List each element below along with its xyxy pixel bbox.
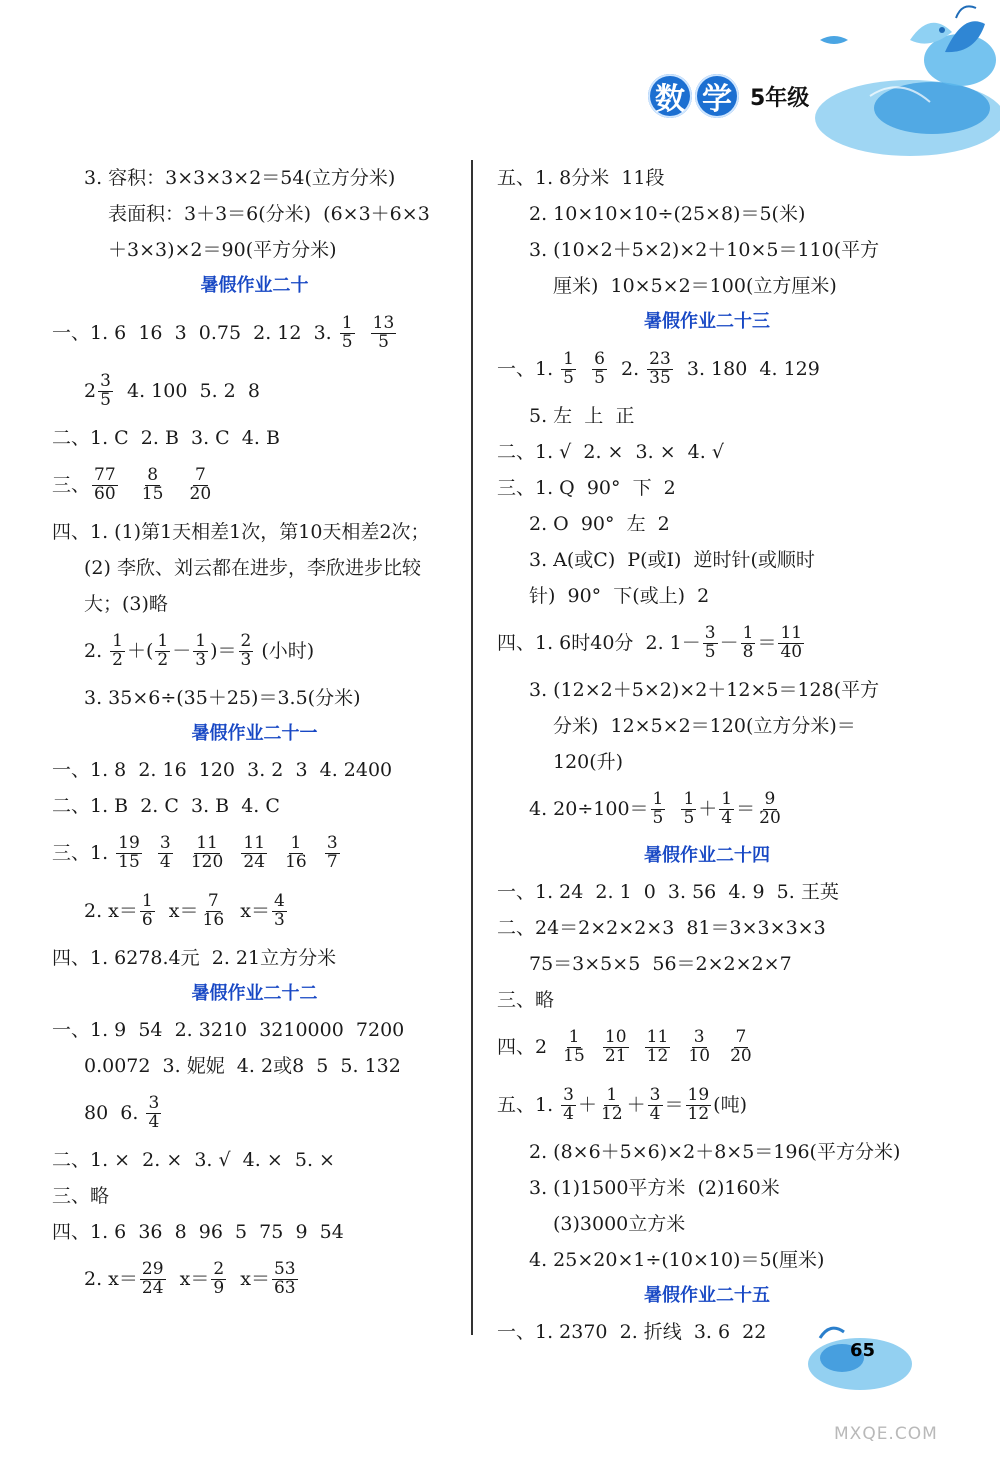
answer-line [52,882,457,940]
answer-line [497,946,917,982]
answer-text: 0.0072 3. 妮妮 4. 2或8 5 5. 132 [84,1054,401,1077]
answer-text: 五、1. 8分米 11段 [497,166,665,189]
answer-text: 三、 [52,473,91,496]
watermark: MXQE.COM [834,1424,938,1444]
fraction-denominator: 5 [683,807,695,828]
fraction-numerator: 13 [372,312,395,333]
answer-line [497,196,917,232]
answer-text: 暑假作业二十一 [191,723,318,744]
subject-char: 学 [695,74,739,118]
fraction-denominator: 2 [112,649,123,670]
fraction-denominator: 3 [195,649,207,670]
fraction [211,1258,226,1298]
fraction-denominator: 4 [649,1103,661,1124]
fraction [603,1026,629,1066]
column-divider [471,160,473,1335]
answer-line [52,1142,457,1178]
answer-text [357,324,369,343]
fraction-denominator: 5 [704,641,716,662]
answer-text: 3. A(或C) P(或I) 逆时针(或顺时 [529,548,815,571]
answer-line [497,1242,917,1278]
answer-text: ＋ [578,1093,598,1116]
fraction-denominator: 6 [141,909,153,930]
answer-text: 2. [84,639,109,662]
fraction-denominator: 60 [94,483,116,504]
answer-line [497,982,917,1018]
fraction-denominator: 12 [687,1103,710,1124]
fraction-numerator: 11 [243,832,266,853]
fraction [272,1258,298,1298]
answer-text: 80 6. [84,1101,145,1124]
fraction [272,890,287,930]
answer-line [497,910,917,946]
answer-text: 暑假作业二十三 [644,311,770,332]
fraction-numerator: 19 [118,832,140,853]
fraction-denominator: 5 [563,367,574,388]
fraction-numerator: 8 [147,464,159,485]
fraction-denominator: 2 [157,649,169,670]
fraction-denominator: 20 [189,483,212,504]
answer-text [269,844,281,863]
answer-line [52,752,457,788]
fraction [140,890,155,930]
answer-text: )＝ [210,639,237,662]
answer-text: (小时) [255,639,315,662]
fraction-denominator: 4 [148,1111,160,1132]
fraction-numerator: 7 [207,890,219,911]
fraction-denominator: 24 [141,1277,164,1298]
fraction [239,630,254,670]
answer-line [497,232,917,268]
answer-text: ＝ [757,631,777,654]
answer-text [167,476,185,495]
fraction [728,1026,754,1066]
fraction-denominator: 3 [240,649,252,670]
answer-line [497,268,917,304]
answer-text: 一、1. 8 2. 16 120 3. 2 3 4. 2400 [52,758,393,781]
answer-line [52,1048,457,1084]
fraction-numerator: 1 [112,630,123,651]
answer-line [497,708,917,744]
answer-text: 3. (10×2＋5×2)×2＋10×5＝110(平方 [529,238,880,261]
fraction [188,464,214,504]
fraction-numerator: 1 [721,788,733,809]
answer-text [714,1038,726,1057]
fraction [283,832,309,872]
answer-line [497,340,917,398]
fraction-numerator: 4 [273,890,285,911]
answer-text: 3. (12×2＋5×2)×2＋12×5＝128(平方 [529,678,880,701]
answer-line [497,1206,917,1242]
fraction-denominator: 5 [594,367,605,388]
answer-line [497,1134,917,1170]
fraction-numerator: 1 [157,630,169,651]
answer-line [497,744,917,780]
answer-text: ＝ [736,797,756,820]
answer-line [497,470,917,506]
answer-line [497,1018,917,1076]
fraction-numerator: 77 [94,464,116,485]
answer-text: ＝ [664,1093,684,1116]
fraction-numerator: 29 [141,1258,164,1279]
fraction-denominator: 5 [100,389,111,410]
answer-text: 2. 10×10×10÷(25×8)＝5(米) [529,202,806,225]
fraction-numerator: 3 [649,1084,661,1105]
answer-text: 二、1. B 2. C 3. B 4. C [52,794,280,817]
answer-text: (2) 李欣、刘云都在进步，李欣进步比较 [84,556,421,579]
fraction [647,348,673,388]
fraction [158,832,173,872]
answer-line [52,232,457,268]
answer-line [52,1084,457,1142]
answer-text: 二、1. × 2. × 3. √ 4. × 5. × [52,1148,335,1171]
answer-line [52,1250,457,1308]
answer-text: 2. O 90° 左 2 [529,512,670,535]
fraction [561,1084,576,1124]
answer-text: 3. 容积：3×3×3×2＝54(立方分米) [84,166,396,189]
answer-text: ＋ [698,797,718,820]
fraction-numerator: 1 [742,622,754,643]
fraction-numerator: 1 [683,788,695,809]
answer-line [497,506,917,542]
answer-line [497,672,917,708]
answer-text: 一、1. [497,357,560,380]
fraction-denominator: 20 [759,807,781,828]
fraction-numerator: 19 [687,1084,710,1105]
answer-text: 三、略 [497,988,555,1011]
answer-text [175,844,187,863]
fraction-denominator: 7 [326,851,338,872]
answer-text: 二、1. √ 2. × 3. × 4. √ [497,440,724,463]
section-heading [52,716,457,752]
fraction-denominator: 15 [563,1045,585,1066]
answer-text: 一、1. 9 54 2. 3210 3210000 7200 [52,1018,405,1041]
answer-text: 2 [84,379,97,402]
fraction [116,832,142,872]
answer-text: 120(升) [553,750,624,773]
fraction-denominator: 40 [780,641,803,662]
answer-text [144,844,156,863]
answer-text: 4. 20÷100＝ [529,797,649,820]
answer-line [497,1170,917,1206]
fraction-denominator: 35 [649,367,671,388]
fraction [778,622,804,662]
answer-text: 四、1. 6 36 8 96 5 75 9 54 [52,1220,344,1243]
fraction [92,464,118,504]
answer-text [311,844,323,863]
answer-column-left [52,160,457,1308]
fraction [98,370,113,410]
answer-text: 2. x＝ [84,1267,138,1290]
answer-line [52,196,457,232]
fraction-denominator: 15 [118,851,140,872]
fraction [193,630,208,670]
fraction [155,630,170,670]
answer-text: 表面积：3＋3＝6(分米) (6×3＋6×3 [108,202,430,225]
answer-text [672,1038,684,1057]
answer-line [52,514,457,550]
answer-text: ＋3×3)×2＝90(平方分米) [108,238,337,261]
fraction-denominator: 4 [159,851,171,872]
answer-text: ＋( [127,639,154,662]
fraction-numerator: 3 [563,1084,574,1105]
answer-text: x＝ [228,899,270,922]
answer-text: 二、1. C 2. B 3. C 4. B [52,426,280,449]
fraction [110,630,125,670]
section-heading [497,838,917,874]
fraction-numerator: 3 [100,370,111,391]
answer-text [578,360,590,379]
fraction [561,1026,587,1066]
fraction [719,788,734,828]
fraction-denominator: 12 [646,1045,669,1066]
fraction [703,622,718,662]
fraction [140,1258,166,1298]
fraction [648,1084,663,1124]
answer-line [52,362,457,420]
answer-text: ＋ [626,1093,646,1116]
fraction [651,788,666,828]
fraction-numerator: 11 [646,1026,669,1047]
fraction-denominator: 10 [688,1045,711,1066]
answer-text: 针) 90° 下(或上) 2 [529,584,710,607]
answer-text: 二、24＝2×2×2×3 81＝3×3×3×3 [497,916,826,939]
fraction-denominator: 15 [141,483,164,504]
fraction-denominator: 9 [213,1277,225,1298]
fraction-numerator: 2 [240,630,252,651]
answer-line [52,550,457,586]
fraction-numerator: 9 [764,788,776,809]
fraction-numerator: 11 [780,622,803,643]
answer-text: 暑假作业二十 [200,275,309,296]
answer-text: 2. [608,357,646,380]
fraction-denominator: 24 [243,851,266,872]
answer-line [52,824,457,882]
fraction-denominator: 16 [285,851,307,872]
fraction-numerator: 1 [290,832,302,853]
answer-text: 暑假作业二十五 [644,1285,770,1306]
fraction-numerator: 1 [568,1026,580,1047]
answer-text: 一、1. 2370 2. 折线 3. 6 22 [497,1320,767,1343]
answer-text: 四、1. 6278.4元 2. 21立方分米 [52,946,337,969]
answer-text [667,800,679,819]
answer-text: 四、1. 6时40分 2. 1－ [497,631,701,654]
answer-line [52,788,457,824]
answer-text: 4. 100 5. 2 8 [114,379,260,402]
fraction-numerator: 1 [563,348,574,369]
fraction [681,788,696,828]
answer-text: (3)3000立方米 [553,1212,686,1235]
answer-text: 4. 25×20×1÷(10×10)＝5(厘米) [529,1248,825,1271]
answer-text [120,476,138,495]
fraction-numerator: 11 [196,832,218,853]
answer-text: 5. 左 上 正 [529,404,635,427]
fraction-denominator: 8 [742,641,754,662]
fraction-numerator: 23 [649,348,671,369]
fraction [561,348,576,388]
subject-title [648,74,809,118]
answer-text: 大；(3)略 [84,592,168,615]
answer-line [52,680,457,716]
fraction-numerator: 3 [693,1026,705,1047]
fraction [340,312,355,352]
answer-line [497,398,917,434]
fraction-numerator: 1 [652,788,664,809]
fraction-numerator: 7 [194,464,206,485]
answer-text: 3. 35×6÷(35＋25)＝3.5(分米) [84,686,361,709]
fraction-numerator: 3 [148,1092,160,1113]
fraction-denominator: 12 [601,1103,623,1124]
answer-line [497,542,917,578]
answer-line [497,614,917,672]
answer-line [497,434,917,470]
fraction [140,464,166,504]
answer-text: x＝ [228,1267,270,1290]
fraction-denominator: 16 [202,909,225,930]
fraction-numerator: 1 [606,1084,618,1105]
answer-text: 3. 180 4. 129 [674,357,820,380]
answer-line [52,622,457,680]
answer-text: 三、1. [52,841,115,864]
fraction [741,622,756,662]
fraction-numerator: 10 [604,1026,627,1047]
fraction-denominator: 4 [563,1103,574,1124]
answer-text [631,1038,643,1057]
fraction [599,1084,625,1124]
answer-text: 分米) 12×5×2＝120(立方分米)＝ [553,714,856,737]
answer-line [52,1214,457,1250]
answer-line [52,456,457,514]
answer-line [497,160,917,196]
fraction-numerator: 3 [326,832,338,853]
answer-text: 四、1. (1)第1天相差1次，第10天相差2次； [52,520,430,543]
fraction [686,1084,712,1124]
answer-text: 2. (8×6＋5×6)×2＋8×5＝196(平方分米) [529,1140,901,1163]
answer-text: 三、略 [52,1184,110,1207]
fraction-denominator: 3 [273,909,285,930]
fraction [241,832,267,872]
answer-text: 暑假作业二十四 [644,845,770,866]
fraction [201,890,227,930]
answer-line [52,586,457,622]
answer-text: x＝ [167,1267,210,1290]
answer-text: 2. x＝ [84,899,138,922]
answer-text: － [719,631,739,654]
answer-line [497,874,917,910]
fraction [146,1092,161,1132]
fraction-numerator: 3 [704,622,716,643]
answer-text: x＝ [156,899,199,922]
answer-text: 三、1. Q 90° 下 2 [497,476,676,499]
fraction-denominator: 63 [273,1277,296,1298]
fraction-denominator: 20 [730,1045,752,1066]
fraction-numerator: 6 [594,348,605,369]
fraction-denominator: 5 [341,331,353,352]
fraction-denominator: 120 [190,851,224,872]
section-heading [52,268,457,304]
fraction [592,348,607,388]
fraction-numerator: 7 [735,1026,747,1047]
answer-text: 暑假作业二十二 [191,983,318,1004]
subject-char: 数 [648,74,692,118]
answer-text: 一、1. 6 16 3 0.75 2. 12 3. [52,321,338,344]
answer-text [227,844,239,863]
page-number: 65 [850,1340,876,1361]
fraction-denominator: 5 [378,331,389,352]
fraction [371,312,397,352]
fraction-numerator: 53 [273,1258,296,1279]
fraction-denominator: 21 [604,1045,627,1066]
answer-text: 五、1. [497,1093,560,1116]
section-heading [497,304,917,340]
fraction-numerator: 1 [341,312,353,333]
answer-line [52,1178,457,1214]
answer-line [52,420,457,456]
section-heading [497,1278,917,1314]
fraction-numerator: 3 [159,832,171,853]
fraction [686,1026,712,1066]
grade-label: 5年级 [750,85,810,111]
answer-text: (吨) [713,1093,747,1116]
answer-text: 一、1. 24 2. 1 0 3. 56 4. 9 5. 王英 [497,880,839,903]
fraction-denominator: 4 [721,807,733,828]
answer-text [589,1038,601,1057]
section-heading [52,976,457,1012]
answer-text: 3. (1)1500平方米 (2)160米 [529,1176,780,1199]
answer-text: － [172,639,192,662]
fraction-numerator: 2 [213,1258,225,1279]
fraction-numerator: 1 [141,890,153,911]
answer-line [52,1012,457,1048]
answer-column-right [497,160,917,1350]
answer-line [497,578,917,614]
answer-line [497,1076,917,1134]
fraction-numerator: 1 [195,630,207,651]
answer-line [52,304,457,362]
answer-text: 四、2 [497,1035,560,1058]
fraction [757,788,783,828]
answer-text: 75＝3×5×5 56＝2×2×2×7 [529,952,792,975]
answer-line [52,940,457,976]
answer-text: 厘米) 10×5×2＝100(立方厘米) [553,274,837,297]
answer-line [497,780,917,838]
answer-line [52,160,457,196]
fraction-denominator: 5 [652,807,664,828]
fraction [645,1026,671,1066]
fraction [325,832,340,872]
fraction [189,832,225,872]
